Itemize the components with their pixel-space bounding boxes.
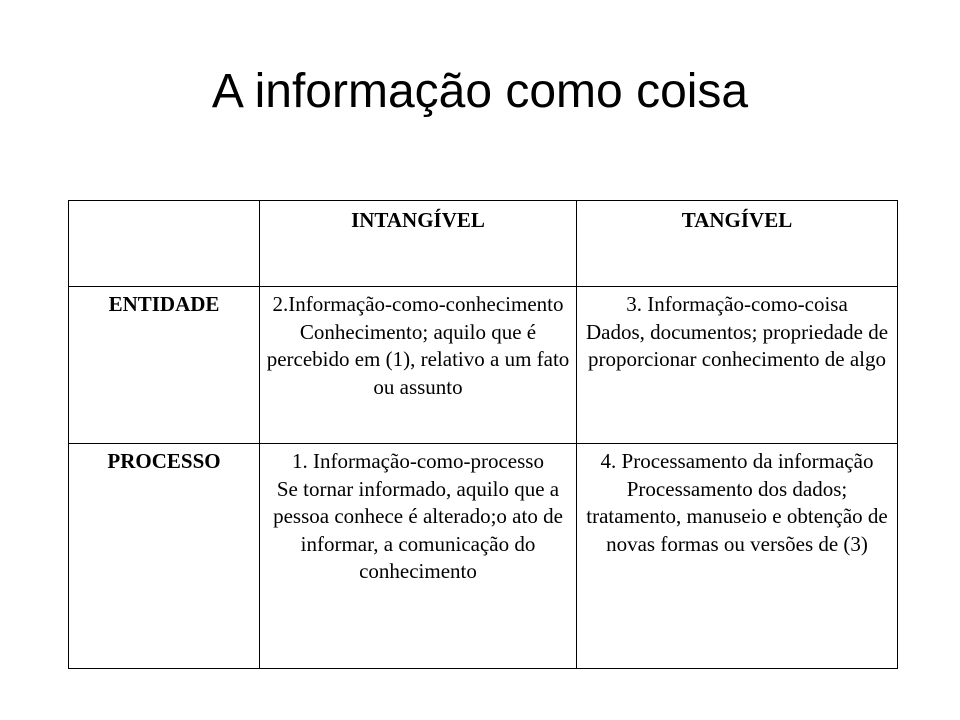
row-label-entidade: ENTIDADE [69, 287, 260, 444]
row-label-processo: PROCESSO [69, 444, 260, 669]
cell-processamento-da-informacao [577, 444, 898, 669]
cell-informacao-como-coisa [577, 287, 898, 444]
cell-body: Conhecimento; aquilo que é percebido em (1), relativo a um fato ou assunto [266, 319, 570, 399]
info-matrix-table [68, 200, 898, 669]
cell-heading: 1. Informação-como-processo [292, 449, 544, 473]
cell-heading: 3. Informação-como-coisa [626, 292, 848, 316]
table-row-entidade [69, 287, 898, 444]
cell-heading: 4. Processamento da informação [600, 449, 874, 473]
cell-informacao-como-conhecimento [260, 287, 577, 444]
table-header-row [69, 201, 898, 287]
cell-body: Se tornar informado, aquilo que a pessoa conhece é alterado;o ato de informar, a comunicação do conhecimento [273, 476, 563, 583]
cell-body: Processamento dos dados; tratamento, manuseio e obtenção de novas formas ou versões de (3) [586, 476, 888, 556]
column-header-intangivel: INTANGÍVEL [260, 201, 577, 287]
column-header-tangivel: TANGÍVEL [577, 201, 898, 287]
corner-cell [69, 201, 260, 287]
slide-title: A informação como coisa [211, 65, 749, 118]
cell-heading: 2.Informação-como-conhecimento [272, 292, 564, 316]
cell-body: Dados, documentos; propriedade de proporcionar conhecimento de algo [585, 319, 889, 371]
table-row-processo [69, 444, 898, 669]
cell-informacao-como-processo [260, 444, 577, 669]
